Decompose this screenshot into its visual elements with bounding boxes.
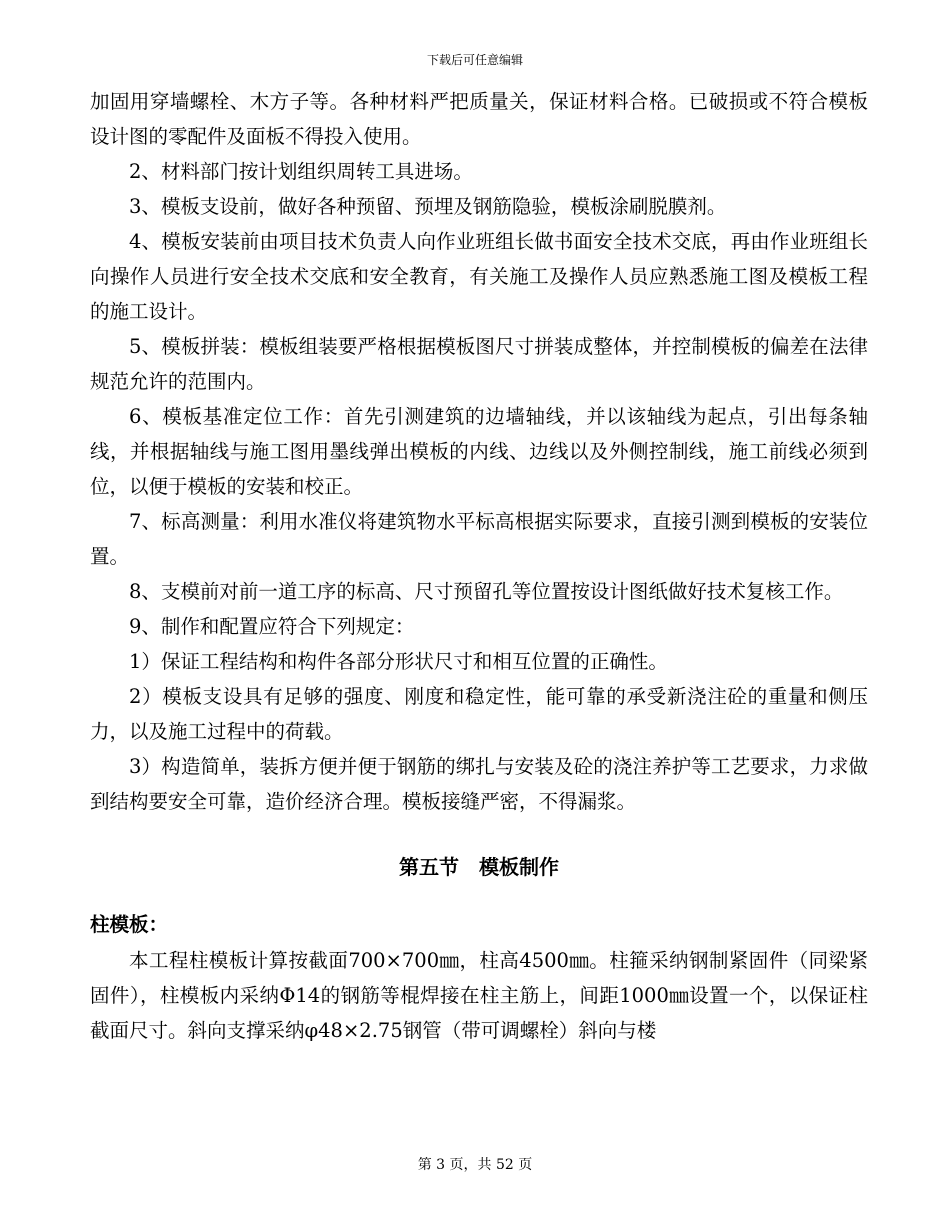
document-body — [90, 84, 868, 1048]
page-header: 下载后可任意编辑 — [426, 53, 523, 67]
paragraph: 加固用穿墙螺栓、木方子等。各种材料严把质量关，保证材料合格。已破损或不符合模板设计图的零配件及面板不得投入使用。 — [90, 90, 868, 148]
paragraph: 5、模板拼装：模板组装要严格根据模板图尺寸拼装成整体，并控制模板的偏差在法律规范允许的范围内。 — [90, 335, 868, 393]
paragraph: 4、模板安装前由项目技术负责人向作业班组长做书面安全技术交底，再由作业班组长向操作人员进行安全技术交底和安全教育，有关施工及操作人员应熟悉施工图及模板工程的施工设计。 — [90, 230, 868, 323]
page-number: 第 3 页，共 52 页 — [417, 1157, 533, 1173]
paragraph: 9、制作和配置应符合下列规定： — [129, 615, 415, 638]
paragraph-group-before — [90, 84, 868, 819]
paragraph: 本工程柱模板计算按截面700×700㎜，柱高4500㎜。柱箍采纳钢制紧固件（同梁紧固件），柱模板内采纳Φ14的钢筋等棍焊接在柱主筋上，间距1000㎜设置一个，以保证柱截面尺寸。斜向支撑采纳φ48×2.75钢管（带可调螺栓）斜向与楼 — [90, 949, 868, 1042]
list-item: 1）保证工程结构和构件各部分形状尺寸和相互位置的正确性。 — [129, 650, 668, 673]
list-item: 2）模板支设具有足够的强度、刚度和稳定性，能可靠的承受新浇注砼的重量和侧压力，以及施工过程中的荷载。 — [90, 685, 868, 743]
sub-title: 柱模板： — [90, 913, 169, 936]
paragraph: 2、材料部门按计划组织周转工具进场。 — [129, 160, 473, 183]
paragraph: 7、标高测量：利用水准仪将建筑物水平标高根据实际要求，直接引测到模板的安装位置。 — [90, 510, 868, 568]
paragraph: 6、模板基准定位工作：首先引测建筑的边墙轴线，并以该轴线为起点，引出每条轴线，并根据轴线与施工图用墨线弹出模板的内线、边线以及外侧控制线，施工前线必须到位，以便于模板的安装和校正。 — [90, 405, 868, 498]
paragraph: 3、模板支设前，做好各种预留、预埋及钢筋隐验，模板涂刷脱膜剂。 — [129, 195, 727, 218]
paragraph-group-after — [90, 943, 868, 1048]
section-title: 第五节 模板制作 — [399, 855, 559, 879]
list-item: 3）构造简单，装拆方便并便于钢筋的绑扎与安装及砼的浇注养护等工艺要求，力求做到结构要安全可靠，造价经济合理。模板接缝严密，不得漏浆。 — [90, 755, 868, 813]
paragraph: 8、支模前对前一道工序的标高、尺寸预留孔等位置按设计图纸做好技术复核工作。 — [129, 580, 844, 603]
